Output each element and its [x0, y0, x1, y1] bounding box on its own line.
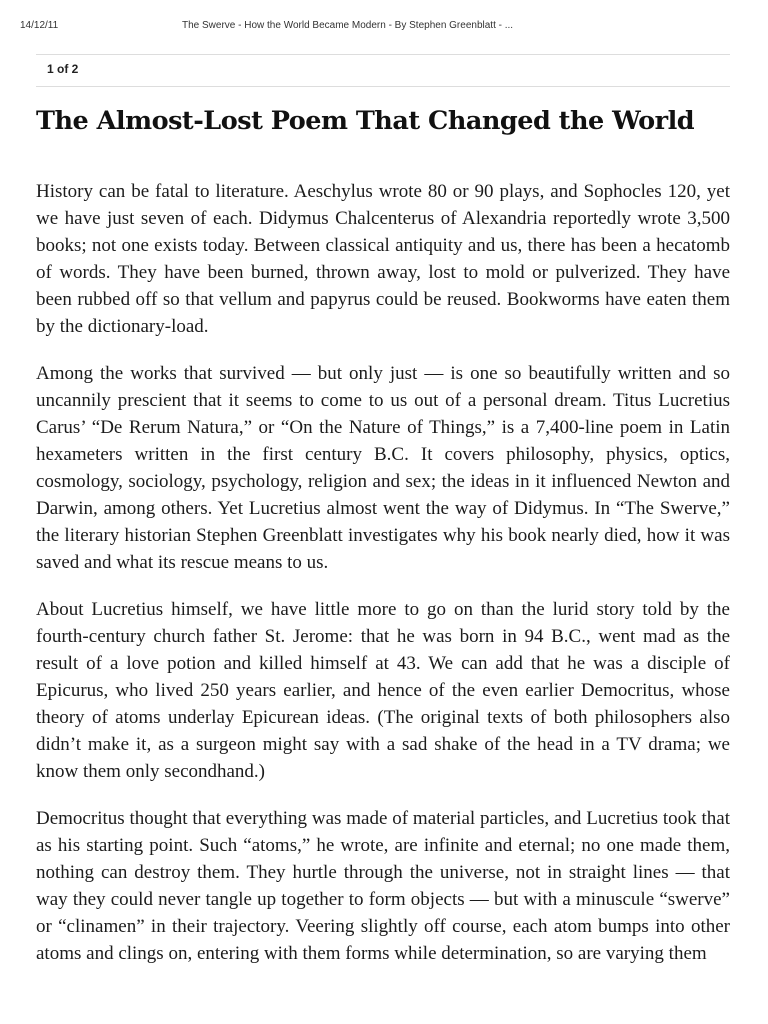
divider-bottom	[36, 86, 730, 87]
divider-top	[36, 54, 730, 55]
article-headline: The Almost-Lost Poem That Changed the World	[36, 106, 695, 136]
article-body	[36, 178, 730, 987]
print-date: 14/12/11	[20, 20, 59, 31]
article-paragraph: History can be fatal to literature. Aeschylus wrote 80 or 90 plays, and Sophocles 120, yet we have just seven of each. Didymus Chalcenterus of Alexandria reportedly wrote 3,500 books; not one exists today. Between classical antiquity and us, there has been a hecatomb of words. They have been burned, thrown away, lost to mold or pulverized. They have been rubbed off so that vellum and papyrus could be reused. Bookworms have eaten them by the dictionary-load.	[36, 181, 730, 337]
page-indicator: 1 of 2	[47, 62, 79, 76]
article-paragraph: About Lucretius himself, we have little more to go on than the lurid story told by the fourth-century church father St. Jerome: that he was born in 94 B.C., went mad as the result of a love potion and killed himself at 43. We can add that he was a disciple of Epicurus, who lived 250 years earlier, and hence of the even earlier Democritus, whose theory of atoms underlay Epicurean ideas. (The original texts of both philosophers also didn’t make it, as a surgeon might say with a sad shake of the head in a TV drama; we know them only secondhand.)	[36, 599, 730, 782]
print-page-title: The Swerve - How the World Became Modern - By Stephen Greenblatt - ...	[182, 20, 514, 31]
print-header	[20, 20, 748, 34]
article-paragraph: Among the works that survived — but only just — is one so beautifully written and so uncannily prescient that it seems to come to us out of a personal dream. Titus Lucretius Carus’ “De Rerum Natura,” or “On the Nature of Things,” is a 7,400-line poem in Latin hexameters written in the first century B.C. It covers philosophy, physics, optics, cosmology, sociology, psychology, religion and sex; the ideas in it influenced Newton and Darwin, among others. Yet Lucretius almost went the way of Didymus. In “The Swerve,” the literary historian Stephen Greenblatt investigates why his book nearly died, how it was saved and what its rescue means to us.	[36, 363, 730, 573]
article-paragraph: Democritus thought that everything was made of material particles, and Lucretius took that as his starting point. Such “atoms,” he wrote, are infinite and eternal; no one made them, nothing can destroy them. They hurtle through the universe, not in straight lines — that way they could never tangle up together to form objects — but with a minuscule “swerve” or “clinamen” in their trajectory. Veering slightly off course, each atom bumps into other atoms and clings on, entering with them forms while determination, so are varying them	[36, 808, 730, 964]
